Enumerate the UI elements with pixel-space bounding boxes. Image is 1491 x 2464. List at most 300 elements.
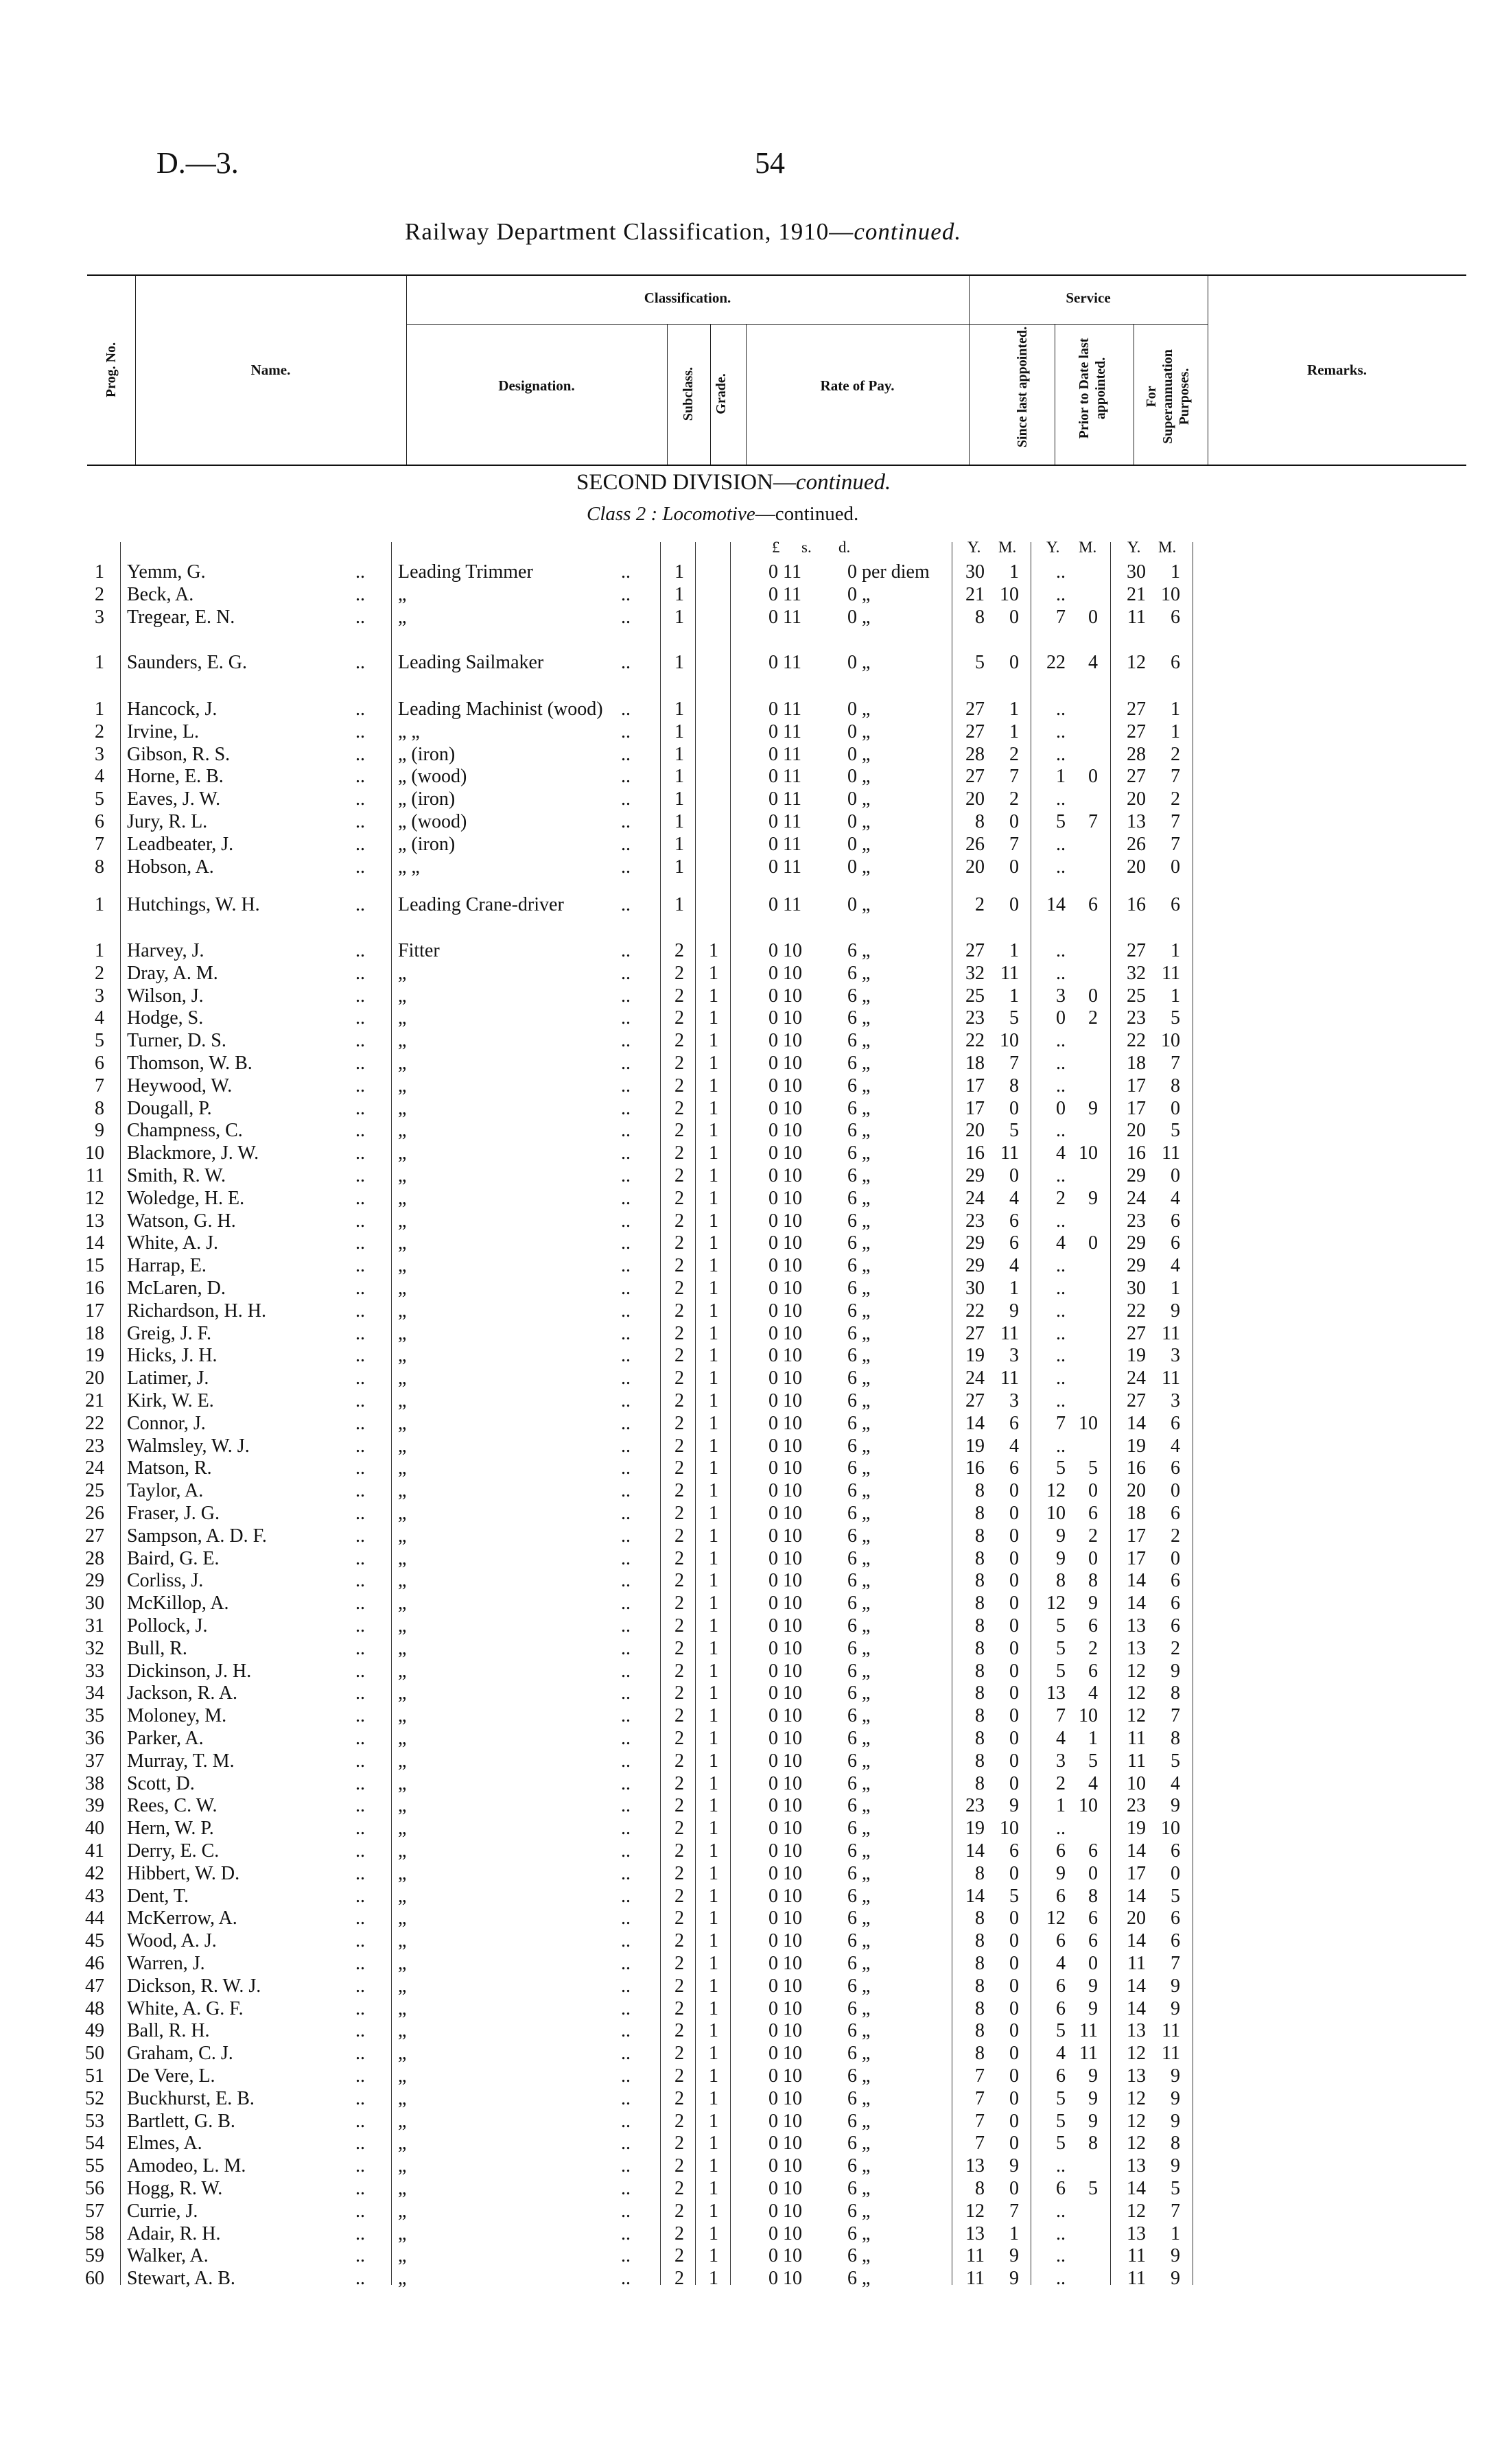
leader-dots: .. [621,1885,631,1907]
leader-dots: .. [621,1660,631,1682]
cell-grade: 1 [709,1705,718,1727]
cell-pay-pence: 6 „ [847,2065,871,2087]
cell-subclass: 2 [674,1840,684,1862]
cell-designation: „ [398,1705,407,1727]
leader-dots: .. [355,1435,365,1457]
cell-pay-pounds-shillings: 0 11 [768,743,801,765]
cell-grade: 1 [709,1885,718,1907]
cell-super-years: 13 [1127,2020,1146,2042]
cell-since-years: 8 [975,1728,985,1749]
cell-pay-pence: 6 „ [847,985,871,1007]
cell-pay-pounds-shillings: 0 11 [768,652,801,673]
cell-super-years: 16 [1127,894,1146,915]
cell-since-months: 9 [1009,2155,1019,2177]
cell-super-months: 4 [1171,1187,1180,1209]
cell-since-years: 8 [975,811,985,832]
cell-prog-no: 57 [85,2200,104,2222]
cell-grade: 1 [709,1750,718,1772]
cell-subclass: 2 [674,1885,684,1907]
cell-grade: 1 [709,1593,718,1615]
cell-since-years: 27 [965,766,985,788]
cell-prior-months: 9 [1088,2065,1098,2087]
leader-dots: .. [355,1368,365,1389]
cell-since-months: 0 [1009,1165,1019,1186]
cell-name: Dickson, R. W. J. [127,1975,261,1997]
cell-subclass: 2 [674,1525,684,1547]
cell-prog-no: 8 [95,1097,104,1119]
cell-designation: „ [398,2200,407,2222]
cell-since-months: 0 [1009,811,1019,832]
cell-pay-pounds-shillings: 0 10 [768,1030,802,1052]
cell-pay-pounds-shillings: 0 10 [768,1075,802,1096]
subsection-heading [587,503,858,526]
section-heading [576,470,891,495]
cell-designation: „ [398,1053,407,1074]
cell-super-years: 14 [1127,2178,1146,2199]
leader-dots: .. [621,1322,631,1344]
cell-name: Greig, J. F. [127,1322,211,1344]
cell-super-years: 18 [1127,1053,1146,1074]
cell-grade: 1 [709,1728,718,1749]
cell-prior-years: .. [1056,962,1066,984]
cell-prior-months: 1 [1088,1728,1098,1749]
cell-super-years: 12 [1127,1682,1146,1704]
cell-super-years: 11 [1127,2245,1146,2267]
cell-pay-pence: 6 „ [847,1390,871,1411]
leader-dots: .. [355,1165,365,1186]
cell-grade: 1 [709,1030,718,1052]
cell-name: Ball, R. H. [127,2020,210,2042]
cell-designation: „ [398,985,407,1007]
cell-since-years: 29 [965,1165,985,1186]
cell-designation: „ (wood) [398,811,467,832]
cell-since-years: 8 [975,1772,985,1794]
cell-subclass: 2 [674,2268,684,2290]
cell-super-months: 7 [1171,1705,1180,1727]
cell-since-years: 8 [975,1637,985,1659]
cell-super-years: 11 [1127,606,1146,628]
cell-super-months: 4 [1171,1772,1180,1794]
cell-since-months: 4 [1009,1187,1019,1209]
cell-since-months: 0 [1009,2110,1019,2132]
cell-name: Hancock, J. [127,699,218,720]
cell-prog-no: 56 [85,2178,104,2199]
leader-dots: .. [621,2065,631,2087]
cell-designation: „ [398,1300,407,1322]
cell-subclass: 2 [674,1345,684,1367]
cell-prior-years: 5 [1056,1615,1066,1636]
cell-subclass: 2 [674,1322,684,1344]
cell-subclass: 2 [674,1975,684,1997]
cell-designation: „ [398,1975,407,1997]
cell-prior-months: 4 [1088,652,1098,673]
cell-prog-no: 6 [95,1053,104,1074]
cell-pay-pence: 6 „ [847,1525,871,1547]
cell-prior-years: .. [1056,1075,1066,1096]
cell-super-months: 0 [1171,1097,1180,1119]
cell-since-years: 30 [965,561,985,583]
cell-prog-no: 55 [85,2155,104,2177]
cell-name: Hicks, J. H. [127,1345,218,1367]
cell-since-months: 1 [1009,940,1019,961]
cell-pay-pounds-shillings: 0 10 [768,1345,802,1367]
leader-dots: .. [355,699,365,720]
cell-super-years: 19 [1127,1345,1146,1367]
cell-prior-years: .. [1056,2155,1066,2177]
cell-name: Stewart, A. B. [127,2268,235,2290]
cell-name: Thomson, W. B. [127,1053,253,1074]
cell-pay-pounds-shillings: 0 10 [768,1885,802,1907]
cell-grade: 1 [709,2178,718,2199]
cell-since-months: 0 [1009,652,1019,673]
cell-since-years: 7 [975,2110,985,2132]
cell-subclass: 1 [674,894,684,915]
cell-name: Beck, A. [127,583,194,605]
cell-super-years: 20 [1127,1120,1146,1142]
cell-since-years: 30 [965,1278,985,1299]
leader-dots: .. [355,1908,365,1929]
cell-prog-no: 20 [85,1368,104,1389]
cell-pay-pounds-shillings: 0 10 [768,2087,802,2109]
cell-prior-months: 9 [1088,2087,1098,2109]
cell-super-months: 6 [1171,1930,1180,1952]
cell-prior-months: 6 [1088,1930,1098,1952]
cell-prog-no: 32 [85,1637,104,1659]
cell-designation: „ [398,1885,407,1907]
cell-super-years: 17 [1127,1075,1146,1096]
cell-prog-no: 60 [85,2268,104,2290]
cell-designation: „ [398,1255,407,1277]
cell-super-years: 14 [1127,1885,1146,1907]
cell-since-years: 19 [965,1818,985,1840]
cell-super-months: 6 [1171,894,1180,915]
cell-prior-years: 5 [1056,1457,1066,1479]
cell-super-years: 32 [1127,962,1146,984]
cell-prior-years: .. [1056,1278,1066,1299]
leader-dots: .. [621,699,631,720]
cell-name: Hogg, R. W. [127,2178,223,2199]
cell-pay-pounds-shillings: 0 10 [768,1593,802,1615]
cell-pay-pence: 6 „ [847,2043,871,2065]
cell-name: Rees, C. W. [127,1795,218,1817]
leader-dots: .. [355,1345,365,1367]
leader-dots: .. [621,2245,631,2267]
cell-super-years: 13 [1127,2065,1146,2087]
cell-since-months: 7 [1009,833,1019,855]
cell-super-years: 28 [1127,743,1146,765]
cell-pay-pounds-shillings: 0 11 [768,606,801,628]
cell-prior-years: 4 [1056,1142,1066,1164]
cell-super-months: 8 [1171,1075,1180,1096]
leader-dots: .. [355,1412,365,1434]
cell-since-years: 26 [965,833,985,855]
cell-since-years: 8 [975,1750,985,1772]
cell-pay-pounds-shillings: 0 10 [768,2065,802,2087]
cell-grade: 1 [709,1255,718,1277]
leader-dots: .. [621,1682,631,1704]
cell-prior-years: .. [1056,1390,1066,1411]
unit-years-3: Y. [1127,539,1141,556]
leader-dots: .. [621,2200,631,2222]
cell-designation: „ [398,1457,407,1479]
cell-subclass: 2 [674,1728,684,1749]
cell-pay-pence: 6 „ [847,1097,871,1119]
cell-since-years: 24 [965,1368,985,1389]
cell-pay-pounds-shillings: 0 10 [768,1840,802,1862]
cell-since-years: 22 [965,1030,985,1052]
cell-designation: „ [398,1593,407,1615]
cell-prog-no: 53 [85,2110,104,2132]
cell-name: Dickinson, J. H. [127,1660,252,1682]
cell-since-months: 2 [1009,788,1019,810]
cell-super-months: 1 [1171,720,1180,742]
cell-prior-years: .. [1056,2245,1066,2267]
cell-grade: 1 [709,1525,718,1547]
cell-prior-months: 5 [1088,2178,1098,2199]
cell-pay-pence: 6 „ [847,1997,871,2019]
unit-pound: £ [772,539,780,556]
cell-pay-pence: 6 „ [847,1030,871,1052]
cell-prior-months: 2 [1088,1007,1098,1029]
cell-super-years: 25 [1127,985,1146,1007]
cell-super-years: 17 [1127,1862,1146,1884]
cell-subclass: 2 [674,1120,684,1142]
cell-designation: „ [398,583,407,605]
table-header [87,274,1466,466]
cell-since-months: 11 [1000,1322,1019,1344]
leader-dots: .. [355,1862,365,1884]
cell-since-months: 9 [1009,2268,1019,2290]
cell-pay-pence: 0 „ [847,788,871,810]
cell-since-years: 24 [965,1187,985,1209]
leader-dots: .. [621,962,631,984]
cell-subclass: 2 [674,1795,684,1817]
cell-prior-years: .. [1056,1120,1066,1142]
unit-months-2: M. [1079,539,1097,556]
header-remarks: Remarks. [1307,362,1367,378]
cell-designation: „ [398,1750,407,1772]
leader-dots: .. [621,652,631,673]
leader-dots: .. [355,1660,365,1682]
cell-since-months: 3 [1009,1345,1019,1367]
cell-designation: Leading Sailmaker [398,652,544,673]
cell-super-years: 20 [1127,1908,1146,1929]
leader-dots: .. [621,1278,631,1299]
cell-name: Dent, T. [127,1885,189,1907]
cell-name: Corliss, J. [127,1570,204,1592]
leader-dots: .. [355,606,365,628]
cell-prior-months: 6 [1088,1615,1098,1636]
cell-prior-years: 5 [1056,2133,1066,2155]
cell-subclass: 2 [674,1142,684,1164]
cell-designation: „ [398,1615,407,1636]
leader-dots: .. [621,1097,631,1119]
cell-subclass: 2 [674,1997,684,2019]
cell-grade: 1 [709,1615,718,1636]
leader-dots: .. [355,1480,365,1502]
cell-super-years: 12 [1127,652,1146,673]
cell-since-years: 14 [965,1840,985,1862]
cell-since-years: 27 [965,1322,985,1344]
cell-name: Baird, G. E. [127,1547,220,1569]
cell-designation: „ (iron) [398,743,456,765]
cell-prior-months: 0 [1088,1953,1098,1974]
cell-prior-years: .. [1056,2222,1066,2244]
leader-dots: .. [355,1255,365,1277]
cell-name: Derry, E. C. [127,1840,220,1862]
cell-designation: „ [398,1480,407,1502]
cell-prior-years: .. [1056,583,1066,605]
cell-subclass: 2 [674,1908,684,1929]
cell-name: Latimer, J. [127,1368,209,1389]
leader-dots: .. [621,720,631,742]
cell-pay-pounds-shillings: 0 10 [768,1637,802,1659]
cell-since-years: 17 [965,1097,985,1119]
cell-subclass: 2 [674,1818,684,1840]
cell-name: Horne, E. B. [127,766,224,788]
leader-dots: .. [355,1053,365,1074]
leader-dots: .. [355,720,365,742]
leader-dots: .. [621,1120,631,1142]
cell-super-months: 9 [1171,2065,1180,2087]
leader-dots: .. [621,1300,631,1322]
cell-subclass: 2 [674,1368,684,1389]
cell-subclass: 1 [674,561,684,583]
cell-since-months: 0 [1009,894,1019,915]
cell-pay-pounds-shillings: 0 10 [768,1120,802,1142]
cell-name: Elmes, A. [127,2133,202,2155]
cell-prior-years: 1 [1056,766,1066,788]
cell-since-months: 0 [1009,606,1019,628]
cell-designation: „ [398,1862,407,1884]
cell-subclass: 2 [674,1480,684,1502]
cell-pay-pence: 6 „ [847,2268,871,2290]
cell-prior-months: 8 [1088,2133,1098,2155]
cell-pay-pence: 6 „ [847,1120,871,1142]
cell-grade: 1 [709,1232,718,1254]
cell-super-months: 5 [1171,1885,1180,1907]
cell-prog-no: 40 [85,1818,104,1840]
cell-designation: „ [398,1818,407,1840]
cell-since-months: 0 [1009,1682,1019,1704]
leader-dots: .. [621,561,631,583]
cell-prior-months: 9 [1088,1997,1098,2019]
cell-subclass: 2 [674,1547,684,1569]
cell-name: Yemm, G. [127,561,206,583]
cell-pay-pence: 0 „ [847,606,871,628]
cell-name: Warren, J. [127,1953,205,1974]
cell-name: McKerrow, A. [127,1908,237,1929]
cell-super-months: 9 [1171,1300,1180,1322]
cell-super-months: 5 [1171,1120,1180,1142]
cell-pay-pounds-shillings: 0 11 [768,856,801,878]
cell-grade: 1 [709,1322,718,1344]
cell-pay-pounds-shillings: 0 10 [768,1975,802,1997]
cell-prog-no: 16 [85,1278,104,1299]
cell-prog-no: 29 [85,1570,104,1592]
subsection-continued: —continued. [755,503,859,525]
leader-dots: .. [355,583,365,605]
cell-super-years: 14 [1127,1412,1146,1434]
cell-prog-no: 45 [85,1930,104,1952]
cell-subclass: 2 [674,1953,684,1974]
leader-dots: .. [355,2043,365,2065]
cell-pay-pence: 6 „ [847,1593,871,1615]
cell-super-years: 23 [1127,1795,1146,1817]
leader-dots: .. [355,1705,365,1727]
cell-designation: „ [398,2178,407,2199]
cell-pay-pounds-shillings: 0 11 [768,894,801,915]
cell-since-months: 5 [1009,1120,1019,1142]
cell-pay-pounds-shillings: 0 10 [768,1165,802,1186]
cell-designation: „ [398,1795,407,1817]
cell-since-years: 22 [965,1300,985,1322]
cell-name: Smith, R. W. [127,1165,226,1186]
cell-since-months: 8 [1009,1075,1019,1096]
leader-dots: .. [355,561,365,583]
leader-dots: .. [621,1345,631,1367]
cell-since-years: 23 [965,1210,985,1232]
cell-super-years: 29 [1127,1165,1146,1186]
cell-prior-months: 0 [1088,1232,1098,1254]
cell-pay-pence: 0 „ [847,833,871,855]
cell-prog-no: 22 [85,1412,104,1434]
cell-name: Hibbert, W. D. [127,1862,240,1884]
cell-name: Buckhurst, E. B. [127,2087,255,2109]
cell-subclass: 2 [674,1210,684,1232]
cell-prior-years: .. [1056,1322,1066,1344]
cell-super-months: 11 [1162,1368,1180,1389]
cell-designation: Leading Trimmer [398,561,533,583]
cell-prog-no: 10 [85,1142,104,1164]
cell-since-years: 8 [975,1547,985,1569]
cell-designation: „ [398,1682,407,1704]
page-number: 54 [755,146,785,180]
cell-pay-pounds-shillings: 0 10 [768,2178,802,2199]
cell-name: Bartlett, G. B. [127,2110,235,2132]
cell-since-months: 0 [1009,1862,1019,1884]
cell-prog-no: 2 [95,720,104,742]
cell-pay-pounds-shillings: 0 10 [768,1728,802,1749]
cell-pay-pence: 6 „ [847,1975,871,1997]
leader-dots: .. [355,1120,365,1142]
leader-dots: .. [621,1547,631,1569]
cell-since-months: 6 [1009,1232,1019,1254]
cell-prior-years: 7 [1056,1412,1066,1434]
leader-dots: .. [621,1862,631,1884]
cell-prior-years: 5 [1056,2087,1066,2109]
subsection-locomotive: Locomotive [662,503,755,525]
cell-prior-months: 5 [1088,1750,1098,1772]
cell-grade: 1 [709,1120,718,1142]
cell-super-months: 11 [1162,2020,1180,2042]
cell-super-months: 6 [1171,1840,1180,1862]
cell-prog-no: 48 [85,1997,104,2019]
cell-pay-pence: 6 „ [847,2178,871,2199]
section-main: SECOND DIVISION— [576,470,796,495]
cell-pay-pounds-shillings: 0 10 [768,1097,802,1119]
cell-prog-no: 34 [85,1682,104,1704]
cell-super-years: 19 [1127,1818,1146,1840]
cell-grade: 1 [709,1053,718,1074]
cell-since-months: 0 [1009,1975,1019,1997]
leader-dots: .. [621,1030,631,1052]
cell-prog-no: 58 [85,2222,104,2244]
cell-prior-months: 9 [1088,1975,1098,1997]
cell-super-months: 10 [1161,583,1180,605]
cell-pay-pence: 6 „ [847,1300,871,1322]
cell-since-months: 0 [1009,1728,1019,1749]
